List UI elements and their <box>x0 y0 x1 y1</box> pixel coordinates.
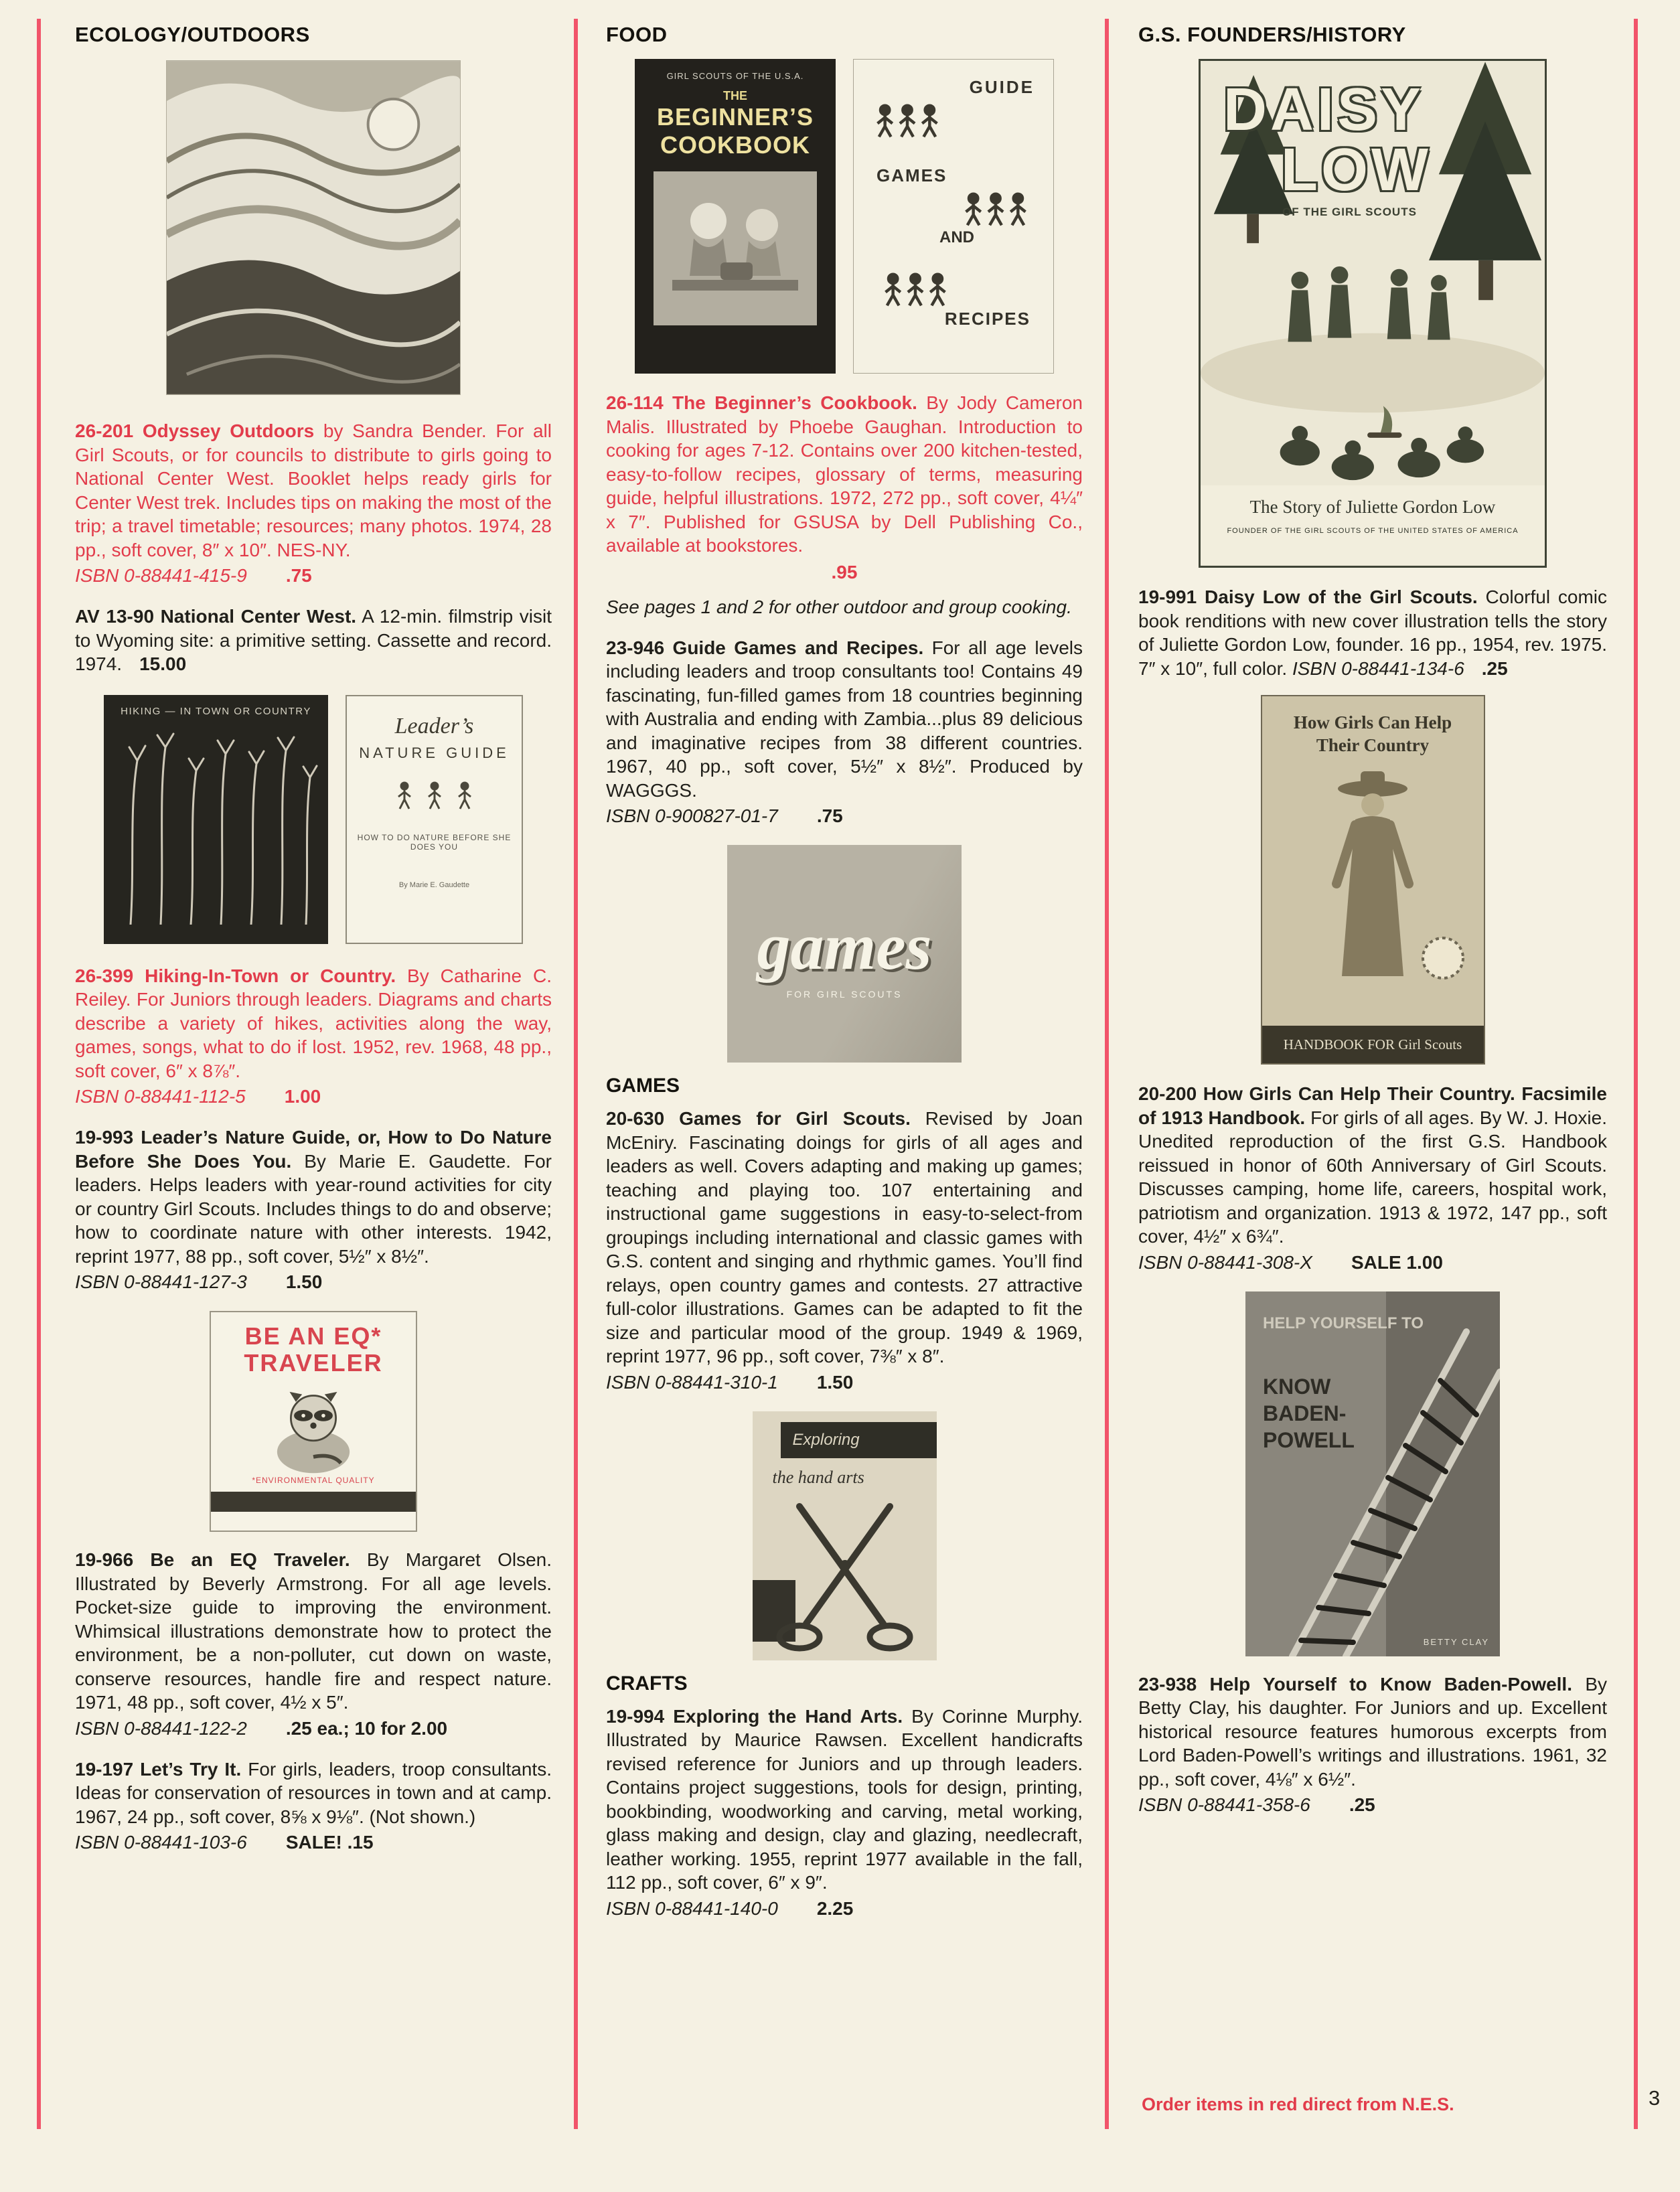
dancing-figures-illustration <box>962 191 1029 228</box>
cover-title-text: BEGINNER’S <box>656 103 814 131</box>
item-title: 20-630 Games for Girl Scouts. <box>606 1108 911 1129</box>
catalog-item-26-399 <box>75 964 552 1083</box>
exploring-hand-arts-cover-image <box>753 1411 937 1660</box>
cover-title-text: BE AN EQ* <box>244 1322 382 1350</box>
section-header-crafts: CRAFTS <box>606 1672 688 1695</box>
catalog-item-26-201 <box>75 419 552 562</box>
item-title: 23-946 Guide Games and Recipes. <box>606 637 924 658</box>
item-body: Revised by Joan McEniry. Fascinating doings for girls of all ages and leaders as well. Covers adapting and making up games; teaching and playing too. 107 entertaining and instructional game suggestions in easy-to-select-from groupings including international and classic games with G.S. content and singing and rhythmic games. You’ll find relays, open country games and contests. 27 attractive full-color illustrations. Games can be adapted to fit the size and particular mood of the group. 1949 & 1969, reprint 1977, 96 pp., soft cover, 7⅜″ x 8″. <box>606 1108 1083 1366</box>
cover-title-text: HIKING — IN TOWN OR COUNTRY <box>121 705 311 717</box>
cover-word: GUIDE <box>969 77 1035 97</box>
cover-title-text: How Girls Can Help <box>1293 712 1452 732</box>
item-title: 19-197 Let’s Try It. <box>75 1758 242 1780</box>
cover-subtitle-text: the hand arts <box>772 1467 864 1487</box>
games-for-girl-scouts-cover-image <box>727 845 962 1063</box>
children-cooking-photo-placeholder <box>654 171 817 325</box>
dancing-figures-illustration <box>874 102 941 140</box>
item-price: 1.00 <box>284 1086 321 1107</box>
catalog-item-23-946 <box>606 636 1083 803</box>
item-body: For all age levels including leaders and troop consultants too! Contains 49 fascinating, fun-filled games from 18 countries beginning with Australia and ending with Zambia...plus 89 delicious and imaginative recipes from 38 different countries. 1967, 40 pp., soft cover, 5½″ x 8½″. Produced by WAGGGS. <box>606 637 1083 801</box>
cover-title-text: DAISY <box>1223 76 1425 143</box>
cross-reference-note: See pages 1 and 2 for other outdoor and group cooking. <box>606 596 1072 617</box>
item-isbn: ISBN 0-88441-134-6 <box>1292 657 1464 679</box>
column-divider <box>1634 19 1638 2129</box>
item-price: .75 <box>285 565 312 586</box>
cover-pair-cookbook-guide <box>606 59 1083 374</box>
item-title: 26-399 Hiking-In-Town or Country. <box>75 965 396 986</box>
guide-games-recipes-cover-image <box>853 59 1054 374</box>
item-title: 19-994 Exploring the Hand Arts. <box>606 1705 903 1727</box>
item-title: 26-201 Odyssey Outdoors <box>75 420 315 441</box>
cover-bottom-strip <box>211 1492 416 1512</box>
cover-title-text: Exploring <box>781 1422 937 1458</box>
catalog-item-23-938 <box>1138 1672 1607 1792</box>
odyssey-outdoors-cover-image <box>166 60 461 395</box>
daisy-low-cover-image <box>1199 59 1547 568</box>
item-price: .25 <box>1481 657 1508 679</box>
hiking-in-town-cover-image <box>104 695 328 944</box>
cover-title-text: THE <box>723 89 747 102</box>
item-price: 1.50 <box>816 1371 854 1393</box>
isbn-line <box>606 1371 1083 1394</box>
cover-pair-hiking-nature <box>75 695 552 944</box>
item-body: A 12-min. filmstrip visit to Wyoming site: a primitive setting. Cassette and record. 1974. <box>75 606 552 674</box>
column-founders-history <box>1138 21 1607 1834</box>
isbn-line <box>75 1831 552 1854</box>
leaders-nature-guide-cover-image <box>346 695 523 944</box>
cover-title-text: LOW <box>1281 137 1432 204</box>
isbn-line <box>75 1085 552 1108</box>
item-title: AV 13-90 National Center West. <box>75 606 357 627</box>
item-isbn: ISBN 0-88441-122-2 <box>75 1717 247 1739</box>
item-isbn: ISBN 0-88441-140-0 <box>606 1897 778 1919</box>
catalog-item-19-994 <box>606 1705 1083 1895</box>
item-body: By Margaret Olsen. Illustrated by Beverly Armstrong. For all age levels. Pocket-size guide to improving the environment. Whimsical illustrations demonstrate how to protect the environment, be a non-polluter, cut down on waste, conserve resources, handle fire and respect nature. 1971, 48 pp., soft cover, 4½ x 5″. <box>75 1549 552 1713</box>
item-title: 19-993 Leader’s Nature Guide, or, How to Do Nature Before She Does You. <box>75 1127 552 1172</box>
cover-word: RECIPES <box>944 309 1030 329</box>
cover-subtitle-text: FOR GIRL SCOUTS <box>786 989 903 1000</box>
column-divider <box>37 19 41 2129</box>
scissors-illustration <box>753 1493 937 1660</box>
item-price: .25 <box>1349 1794 1375 1815</box>
item-body: By Catharine C. Reiley. For Juniors through leaders. Diagrams and charts describe a variety of hikes, activities along the way, games, songs, what to do if lost. 1952, rev. 1968, 48 pp., soft cover, 6″ x 8⅞″. <box>75 965 552 1081</box>
item-price: .25 ea.; 10 for 2.00 <box>285 1717 448 1739</box>
item-price: SALE 1.00 <box>1351 1251 1443 1273</box>
item-price: SALE! .15 <box>285 1832 374 1853</box>
isbn-line <box>1138 1251 1607 1274</box>
item-body: For girls of all ages. By W. J. Hoxie. Unedited reproduction of the first G.S. Handbook reissued in honor of 60th Anniversary of Girl Scouts. Discusses camping, home life, careers, hospital work, patriotism and organization. 1913 & 1972, 147 pp., soft cover, 4½″ x 6¾″. <box>1138 1107 1607 1247</box>
order-instructions-note: Order items in red direct from N.E.S. <box>1142 2094 1454 2114</box>
hikers-illustration <box>388 779 481 815</box>
cover-photo <box>654 171 817 325</box>
item-isbn: ISBN 0-88441-127-3 <box>75 1271 247 1292</box>
catalog-item-26-114 <box>606 391 1083 558</box>
item-title: 23-938 Help Yourself to Know Baden-Powell. <box>1138 1673 1572 1695</box>
item-isbn: ISBN 0-88441-112-5 <box>75 1086 246 1107</box>
isbn-line <box>75 1271 552 1294</box>
column-header: G.S. FOUNDERS/HISTORY <box>1138 23 1406 46</box>
cover-byline-text: By Marie E. Gaudette <box>398 880 470 889</box>
plant-stems-illustration <box>110 724 321 925</box>
cover-title-text: TRAVELER <box>244 1349 383 1377</box>
cover-title-line: BADEN- <box>1263 1401 1347 1425</box>
cover-subtitle-text: *ENVIRONMENTAL QUALITY <box>252 1476 375 1485</box>
cover-credit-text: BETTY CLAY <box>1423 1636 1489 1647</box>
item-price: 15.00 <box>139 653 187 674</box>
dancing-figures-illustration <box>882 271 949 309</box>
item-title: 20-200 How Girls Can Help Their Country. Facsimile of 1913 Handbook. <box>1138 1083 1607 1128</box>
be-an-eq-traveler-cover-image <box>210 1311 417 1532</box>
cover-title-text: COOKBOOK <box>660 131 810 159</box>
item-body: Colorful comic book renditions with new cover illustration tells the story of Juliette Gordon Low, founder. 16 pp., 1954, rev. 1975. 7″ x 10″, full color. <box>1138 586 1607 679</box>
item-body: By Betty Clay, his daughter. For Juniors and up. Excellent historical resource features humorous excerpts from Lord Baden-Powell’s writings and illustrations. 1961, 32 pp., soft cover, 4⅛″ x 6½″. <box>1138 1673 1607 1790</box>
item-price: .95 <box>831 561 858 582</box>
item-body: By Jody Cameron Malis. Illustrated by Phoebe Gaughan. Introduction to cooking for ages 7-12. Contains over 200 kitchen-tested, easy-to-follow recipes, glossary of terms, measuring guide, helpful illustrations. 1972, 272 pp., soft cover, 4¼″ x 7″. Published for GSUSA by Dell Publishing Co., available at bookstores. <box>606 392 1083 556</box>
cover-caption-text: The Story of Juliette Gordon Low <box>1249 497 1496 517</box>
item-body: By Marie E. Gaudette. For leaders. Helps leaders with year-round activities for city or country Girl Scouts. Includes things to do and observe; how to coordinate nature with other interests. 1942, reprint 1977, 88 pp., soft cover, 5½″ x 8½″. <box>75 1150 552 1267</box>
abstract-landscape-illustration <box>167 61 460 394</box>
catalog-item-19-993 <box>75 1125 552 1268</box>
column-header: ECOLOGY/OUTDOORS <box>75 23 310 46</box>
cover-title-line: KNOW <box>1263 1374 1331 1399</box>
cover-top-text: GIRL SCOUTS OF THE U.S.A. <box>666 71 804 81</box>
ladder-illustration <box>1245 1291 1500 1656</box>
catalog-item-av-13-90 <box>75 605 552 676</box>
cover-subtitle-text: OF THE GIRL SCOUTS <box>1282 206 1417 218</box>
column-ecology-outdoors <box>75 21 552 1871</box>
know-baden-powell-cover-image <box>1245 1291 1500 1656</box>
cover-subtitle-text: HOW TO DO NATURE BEFORE SHE DOES YOU <box>357 832 512 852</box>
item-isbn: ISBN 0-88441-358-6 <box>1138 1794 1310 1815</box>
catalog-item-20-200 <box>1138 1082 1607 1249</box>
page-number: 3 <box>1649 2086 1661 2110</box>
item-isbn: ISBN 0-900827-01-7 <box>606 805 778 826</box>
cover-word: AND <box>939 228 974 246</box>
column-divider <box>574 19 578 2129</box>
cover-title-text: games <box>757 909 932 984</box>
item-isbn: ISBN 0-88441-103-6 <box>75 1832 247 1853</box>
catalog-item-19-991 <box>1138 585 1607 680</box>
column-divider <box>1105 19 1109 2129</box>
raccoon-illustration <box>246 1382 380 1476</box>
item-isbn: ISBN 0-88441-310-1 <box>606 1371 778 1393</box>
isbn-line <box>1138 1794 1607 1816</box>
isbn-line <box>75 1717 552 1740</box>
isbn-line <box>606 1897 1083 1920</box>
item-body: For girls, leaders, troop consultants. Ideas for conservation of resources in town and at camp. 1967, 24 pp., soft cover, 8⅝ x 9⅛″. (Not shown.) <box>75 1758 552 1827</box>
item-price: 1.50 <box>285 1271 323 1292</box>
item-title: 19-991 Daisy Low of the Girl Scouts. <box>1138 586 1478 607</box>
beginners-cookbook-cover-image <box>635 59 836 374</box>
item-title: 26-114 The Beginner’s Cookbook. <box>606 392 917 413</box>
cover-word: GAMES <box>876 165 947 185</box>
section-header-games: GAMES <box>606 1075 680 1097</box>
catalog-item-19-197 <box>75 1757 552 1829</box>
column-header: FOOD <box>606 23 668 46</box>
cover-title-text: Their Country <box>1316 735 1430 755</box>
column-food <box>606 21 1083 1938</box>
isbn-line <box>75 564 552 587</box>
catalog-item-20-630 <box>606 1107 1083 1368</box>
isbn-line <box>606 805 1083 828</box>
cover-title-line: POWELL <box>1263 1427 1355 1452</box>
item-isbn: ISBN 0-88441-308-X <box>1138 1251 1312 1273</box>
cover-title-text: NATURE GUIDE <box>359 744 510 761</box>
catalog-item-19-966 <box>75 1548 552 1715</box>
seal-starburst-illustration <box>1413 928 1473 988</box>
item-price: 2.25 <box>816 1897 854 1919</box>
item-body: By Corinne Murphy. Illustrated by Maurice Rawsen. Excellent handicrafts revised reference for Juniors and up through leaders. Contains project suggestions, tools for design, printing, bookbinding, woodworking and carving, metal working, glass making and design, clay and glazing, needlecraft, leather working. 1955, reprint 1977 available in the fall, 112 pp., soft cover, 6″ x 9″. <box>606 1705 1083 1893</box>
how-girls-can-help-cover-image <box>1261 695 1485 1065</box>
item-title: 19-966 Be an EQ Traveler. <box>75 1549 350 1570</box>
cover-caption-text: FOUNDER OF THE GIRL SCOUTS OF THE UNITED STATES OF AMERICA <box>1227 527 1519 535</box>
cover-faint-text: HELP YOURSELF TO <box>1263 1314 1424 1332</box>
item-body: by Sandra Bender. For all Girl Scouts, or for councils to distribute to girls going to National Center West. Booklet helps ready girls for Center West trek. Includes tips on making the most of the trip; a travel timetable; resources; many photos. 1974, 28 pp., soft cover, 8″ x 10″. NES-NY. <box>75 420 552 560</box>
cover-script-title: Leader’s <box>394 713 474 738</box>
cover-title-text <box>1263 1373 1355 1454</box>
item-price: .75 <box>816 805 843 826</box>
item-isbn: ISBN 0-88441-415-9 <box>75 565 247 586</box>
cover-band-text: HANDBOOK FOR Girl Scouts <box>1262 1026 1484 1063</box>
